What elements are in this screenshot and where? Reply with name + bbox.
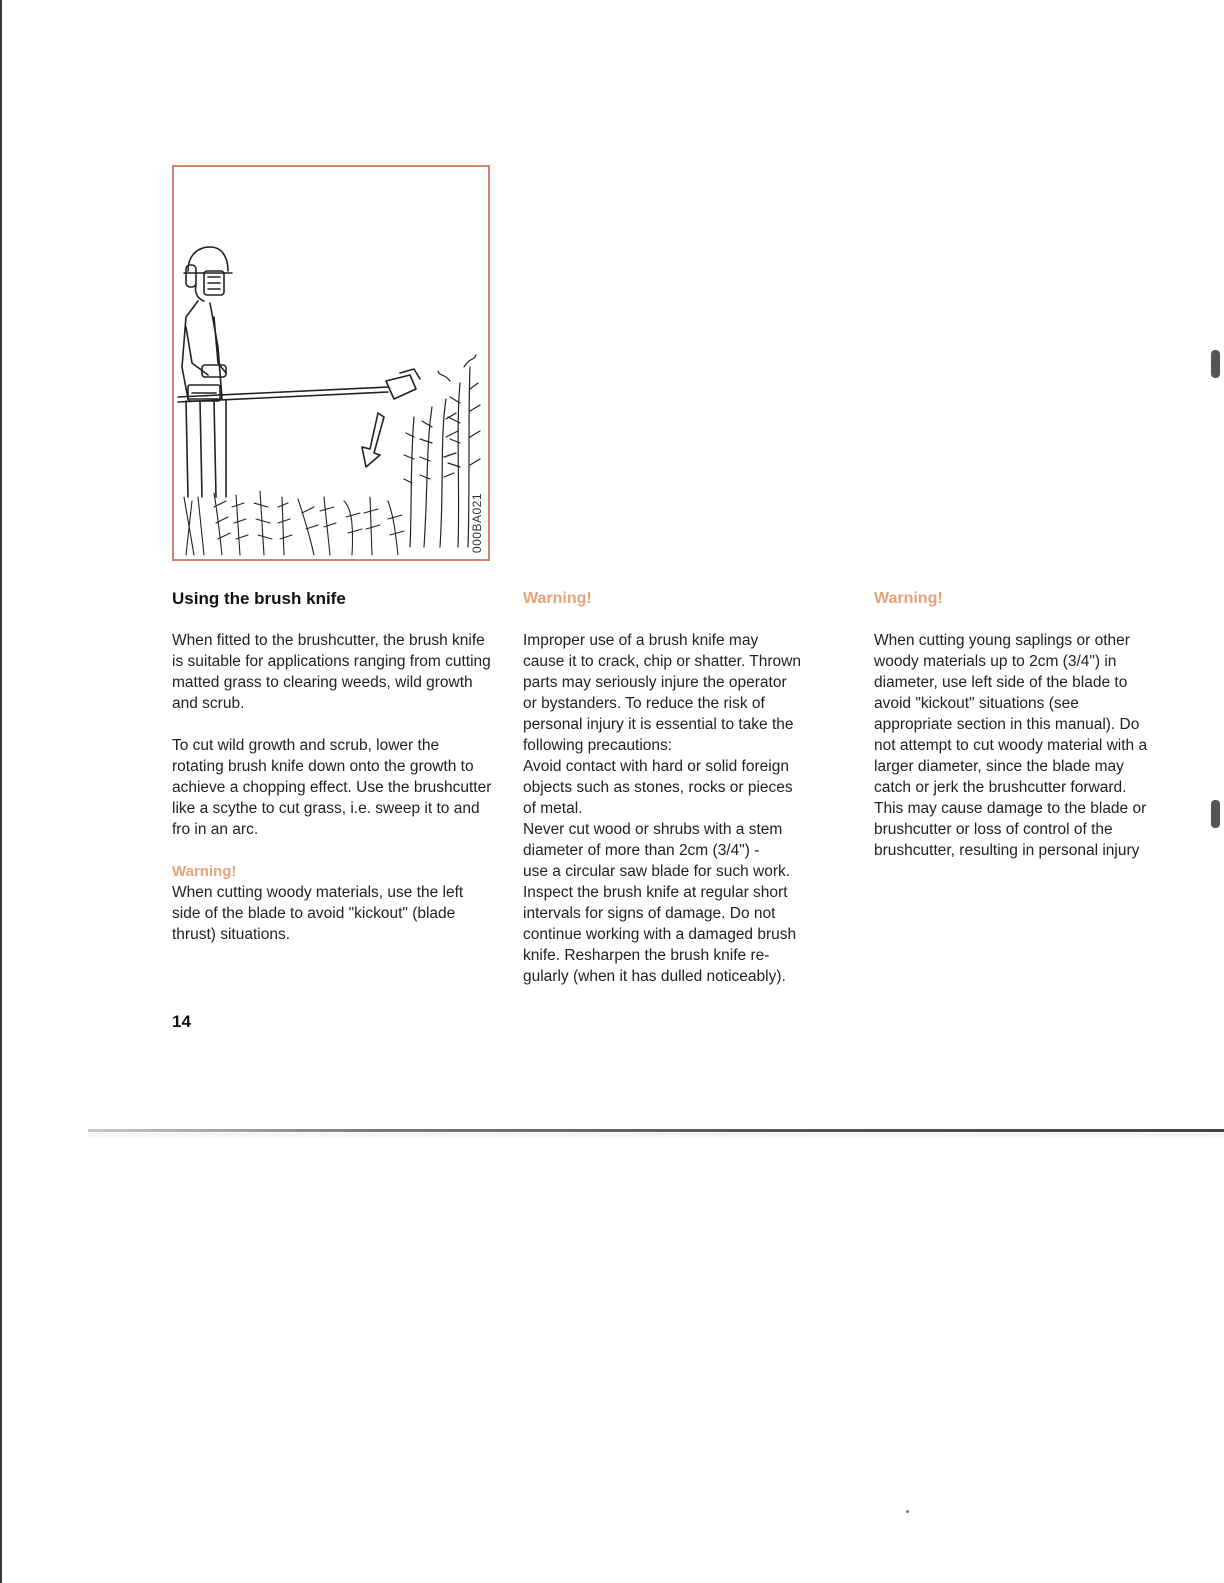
column-warning-saplings	[874, 588, 1194, 861]
warning-body	[523, 630, 843, 987]
text-line: Avoid contact with hard or solid foreign	[523, 758, 789, 775]
text-line: of metal.	[523, 800, 583, 817]
section-title: Using the brush knife	[172, 589, 346, 608]
text-line: intervals for signs of damage. Do not	[523, 905, 776, 922]
warning-label: Warning!	[172, 863, 237, 880]
paragraph: To cut wild growth and scrub, lower the rotating brush knife down onto the growth to achieve a chopping effect. Use the brushcutter like a scythe to cut grass, i.e. sweep it to and fro in an arc.	[172, 737, 492, 838]
text-line: following precautions:	[523, 737, 673, 754]
scan-mark-icon	[1211, 800, 1220, 828]
text-line: This may cause damage to the blade or	[874, 800, 1147, 817]
text-line: continue working with a damaged brush	[523, 926, 797, 943]
page-number: 14	[172, 1012, 191, 1031]
text-line: diameter, use left side of the blade to	[874, 674, 1128, 691]
downward-arrow-icon	[362, 413, 384, 467]
warning-label: Warning!	[874, 590, 943, 607]
ground-cover-icon	[184, 491, 404, 555]
warning-text: When cutting woody materials, use the left side of the blade to avoid "kickout" (blade thrust) situations.	[172, 884, 464, 943]
text-line: cause it to crack, chip or shatter. Thrown	[523, 653, 801, 670]
text-line: Inspect the brush knife at regular short	[523, 884, 788, 901]
page-edge	[0, 0, 2, 1583]
column-using-brush-knife	[172, 588, 492, 945]
scan-mark-icon	[1211, 350, 1220, 378]
operator-figure-icon	[182, 247, 232, 497]
text-line: When cutting young saplings or other	[874, 632, 1130, 649]
scan-speck	[906, 1510, 909, 1513]
text-line: use a circular saw blade for such work.	[523, 863, 791, 880]
column-warning-improper-use	[523, 588, 843, 987]
brush-knife-illustration	[172, 165, 490, 561]
text-line: Improper use of a brush knife may	[523, 632, 759, 649]
text-line: personal injury it is essential to take the	[523, 716, 794, 733]
bottom-rule-shadow	[88, 1133, 1224, 1139]
brush-growth-icon	[404, 355, 480, 547]
bottom-rule	[88, 1129, 1224, 1132]
figure-code: 000BA021	[470, 492, 484, 553]
text-line: diameter of more than 2cm (3/4") -	[523, 842, 760, 859]
text-line: woody materials up to 2cm (3/4") in	[874, 653, 1117, 670]
text-line: gularly (when it has dulled noticeably).	[523, 968, 786, 985]
text-line: Never cut wood or shrubs with a stem	[523, 821, 783, 838]
text-line: catch or jerk the brushcutter forward.	[874, 779, 1127, 796]
text-line: brushcutter, resulting in personal injury	[874, 842, 1140, 859]
warning-body	[874, 630, 1194, 861]
text-line: larger diameter, since the blade may	[874, 758, 1124, 775]
illustration-drawing	[174, 167, 488, 559]
paragraph: When fitted to the brushcutter, the brush knife is suitable for applications ranging from cutting matted grass to clearing weeds, wild growth and scrub.	[172, 632, 491, 712]
text-line: knife. Resharpen the brush knife re-	[523, 947, 770, 964]
text-line: avoid "kickout" situations (see	[874, 695, 1079, 712]
text-line: or bystanders. To reduce the risk of	[523, 695, 765, 712]
text-line: not attempt to cut woody material with a	[874, 737, 1148, 754]
warning-label: Warning!	[523, 590, 592, 607]
text-line: parts may seriously injure the operator	[523, 674, 787, 691]
text-line: appropriate section in this manual). Do	[874, 716, 1140, 733]
text-line: brushcutter or loss of control of the	[874, 821, 1113, 838]
text-line: objects such as stones, rocks or pieces	[523, 779, 793, 796]
